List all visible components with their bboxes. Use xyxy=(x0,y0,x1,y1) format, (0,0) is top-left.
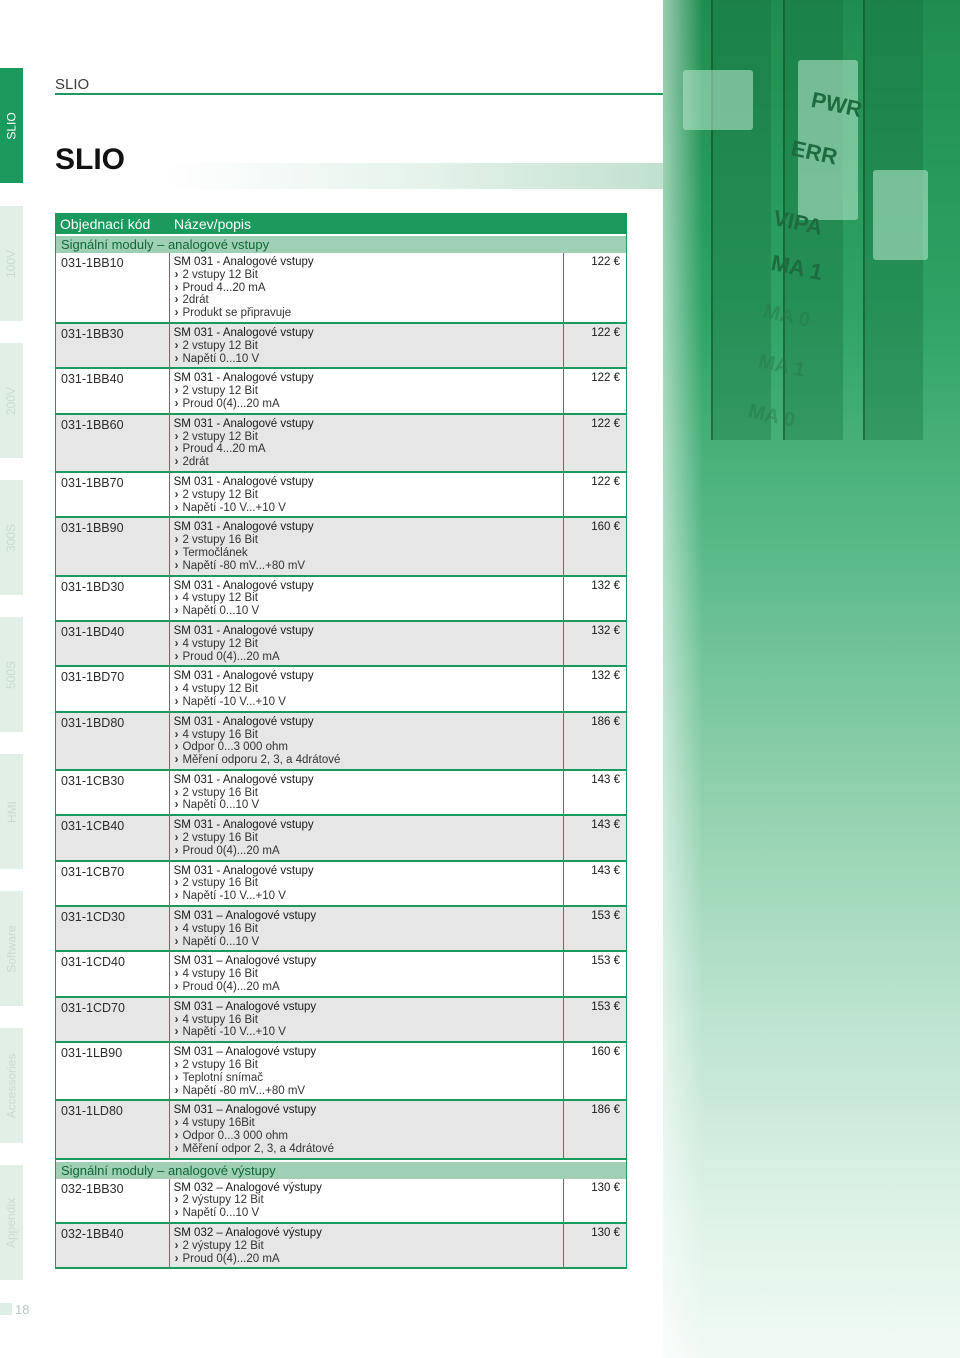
photo-label: PWR xyxy=(809,86,865,123)
product-description xyxy=(170,415,565,471)
product-description xyxy=(170,952,565,995)
product-name: SM 031 - Analogové vstupy xyxy=(173,819,314,832)
header-rule xyxy=(55,93,665,95)
photo-label: MA 1 xyxy=(769,249,825,286)
product-name: SM 031 - Analogové vstupy xyxy=(173,475,314,488)
page-title: SLIO xyxy=(55,143,126,176)
price: 186 € xyxy=(591,1104,620,1117)
order-code: 031-1BB40 xyxy=(56,369,170,412)
product-description xyxy=(170,1179,565,1222)
product-feature: › Proud 4...20 mA xyxy=(174,282,564,295)
side-tab-software[interactable] xyxy=(0,891,23,1006)
table-header xyxy=(55,213,627,234)
order-code: 031-1CB40 xyxy=(56,816,170,859)
product-description xyxy=(170,1043,565,1099)
product-name: SM 031 – Analogové vstupy xyxy=(173,1046,317,1059)
price: 132 € xyxy=(591,624,620,637)
price: 143 € xyxy=(591,773,620,786)
product-feature: › 4 vstupy 16 Bit xyxy=(174,729,564,742)
product-feature: › 2 vstupy 12 Bit xyxy=(174,489,564,502)
product-feature: › Napětí 0...10 V xyxy=(174,1207,564,1220)
product-feature: › Proud 0(4)...20 mA xyxy=(174,1253,564,1266)
product-description xyxy=(170,253,565,322)
order-code: 031-1CD40 xyxy=(56,952,170,995)
product-description xyxy=(170,577,565,620)
product-name: SM 031 - Analogové vstupy xyxy=(173,579,314,592)
breadcrumb: SLIO xyxy=(55,76,90,93)
product-feature: › Napětí 0...10 V xyxy=(174,936,564,949)
product-name: SM 031 - Analogové vstupy xyxy=(173,624,314,637)
order-code: 031-1BD30 xyxy=(56,577,170,620)
product-feature: › 2drát xyxy=(174,294,564,307)
product-feature: › Produkt se připravuje xyxy=(174,307,564,320)
product-feature: › Odpor 0...3 000 ohm xyxy=(174,741,564,754)
price: 122 € xyxy=(591,256,620,268)
table-row xyxy=(56,907,626,952)
product-feature: › Proud 0(4)...20 mA xyxy=(174,651,564,664)
product-feature: › Teplotní snímač xyxy=(174,1072,564,1085)
product-description xyxy=(170,667,565,710)
product-name: SM 031 - Analogové vstupy xyxy=(173,256,314,268)
order-code: 031-1BD70 xyxy=(56,667,170,710)
product-feature: › Měření odporu 2, 3, a 4drátové xyxy=(174,754,564,767)
order-table xyxy=(55,213,627,1269)
side-tab-appendix[interactable] xyxy=(0,1165,23,1280)
product-feature: › 4 vstupy 16 Bit xyxy=(174,923,564,936)
table-row xyxy=(56,253,626,324)
table-row xyxy=(56,369,626,414)
side-tab-label: 100V xyxy=(4,249,19,278)
photo-label-block xyxy=(873,170,928,260)
product-feature: › Napětí -10 V...+10 V xyxy=(174,890,564,903)
product-feature: › 2 vstupy 12 Bit xyxy=(174,269,564,282)
product-description xyxy=(170,518,565,574)
table-row xyxy=(56,998,626,1043)
product-feature: › 2 vstupy 16 Bit xyxy=(174,534,564,547)
order-code: 031-1CB70 xyxy=(56,862,170,905)
product-description xyxy=(170,713,565,769)
product-description xyxy=(170,324,565,367)
side-tab-hmi[interactable] xyxy=(0,754,23,869)
product-feature: › 2 vstupy 16 Bit xyxy=(174,787,564,800)
product-feature: › Napětí -10 V...+10 V xyxy=(174,1026,564,1039)
photo-label: MA 0 xyxy=(761,300,812,332)
product-name: SM 031 – Analogové vstupy xyxy=(173,955,317,968)
product-name: SM 031 - Analogové vstupy xyxy=(173,417,314,430)
price: 122 € xyxy=(591,417,620,430)
product-feature: › Termočlánek xyxy=(174,547,564,560)
side-tab-label: SLIO xyxy=(4,111,19,140)
product-description xyxy=(170,1101,565,1157)
order-code: 031-1BD80 xyxy=(56,713,170,769)
product-feature: › 2 výstupy 12 Bit xyxy=(174,1240,564,1253)
product-name: SM 032 – Analogové výstupy xyxy=(173,1227,322,1239)
side-tab-label: 200V xyxy=(4,386,19,415)
table-row xyxy=(56,1179,626,1224)
order-code: 031-1BB30 xyxy=(56,324,170,367)
side-tab-slio[interactable] xyxy=(0,68,23,183)
order-code: 031-1BB60 xyxy=(56,415,170,471)
order-code: 031-1BB70 xyxy=(56,473,170,516)
table-body xyxy=(55,234,627,1269)
product-photo xyxy=(663,0,960,1358)
table-row xyxy=(56,473,626,518)
photo-label: MA 1 xyxy=(756,350,807,382)
order-code: 031-1LB90 xyxy=(56,1043,170,1099)
product-name: SM 031 - Analogové vstupy xyxy=(173,670,314,683)
product-description xyxy=(170,771,565,814)
price: 122 € xyxy=(591,326,620,339)
table-row xyxy=(56,713,626,771)
section-header: Signální moduly – analogové výstupy xyxy=(56,1160,626,1179)
product-feature: › 2 vstupy 12 Bit xyxy=(174,431,564,444)
order-code: 031-1CD30 xyxy=(56,907,170,950)
product-description xyxy=(170,622,565,665)
product-feature: › Napětí -10 V...+10 V xyxy=(174,696,564,709)
product-description xyxy=(170,1224,565,1267)
product-feature: › 2 vstupy 16 Bit xyxy=(174,832,564,845)
product-feature: › Odpor 0...3 000 ohm xyxy=(174,1130,564,1143)
table-row xyxy=(56,1224,626,1269)
product-feature: › 2drát xyxy=(174,456,564,469)
product-feature: › Měření odpor 2, 3, a 4drátové xyxy=(174,1143,564,1156)
price: 160 € xyxy=(591,521,620,534)
product-feature: › 4 vstupy 16 Bit xyxy=(174,1014,564,1027)
header-name-description: Název/popis xyxy=(174,215,252,232)
product-description xyxy=(170,907,565,950)
product-name: SM 031 - Analogové vstupy xyxy=(173,372,314,385)
price: 132 € xyxy=(591,670,620,683)
side-tab-label: Appendix xyxy=(4,1197,19,1248)
price: 153 € xyxy=(591,910,620,923)
price: 143 € xyxy=(591,819,620,832)
side-tab-label: Software xyxy=(4,924,19,973)
photo-label: VIPA xyxy=(771,205,825,240)
table-row xyxy=(56,577,626,622)
price: 153 € xyxy=(591,1000,620,1013)
header-order-code: Objednací kód xyxy=(60,215,151,232)
product-feature: › Napětí 0...10 V xyxy=(174,353,564,366)
product-name: SM 031 - Analogové vstupy xyxy=(173,715,314,728)
order-code: 031-1LD80 xyxy=(56,1101,170,1157)
product-feature: › Proud 4...20 mA xyxy=(174,443,564,456)
table-row xyxy=(56,415,626,473)
photo-shade xyxy=(663,0,703,1358)
product-feature: › 4 vstupy 16 Bit xyxy=(174,968,564,981)
table-row xyxy=(56,518,626,576)
table-row xyxy=(56,771,626,816)
order-code: 031-1BD40 xyxy=(56,622,170,665)
order-code: 031-1CD70 xyxy=(56,998,170,1041)
product-description xyxy=(170,369,565,412)
product-feature: › Napětí 0...10 V xyxy=(174,605,564,618)
side-tab-300s[interactable] xyxy=(0,480,23,595)
product-feature: › Proud 0(4)...20 mA xyxy=(174,845,564,858)
product-description xyxy=(170,862,565,905)
order-code: 032-1BB40 xyxy=(56,1224,170,1267)
price: 122 € xyxy=(591,372,620,385)
price: 130 € xyxy=(591,1181,620,1194)
product-feature: › Napětí -80 mV...+80 mV xyxy=(174,1085,564,1098)
table-row xyxy=(56,862,626,907)
photo-label: MA 0 xyxy=(746,400,797,432)
page-number-marker xyxy=(0,1303,12,1315)
product-feature: › Napětí 0...10 V xyxy=(174,799,564,812)
price: 153 € xyxy=(591,955,620,968)
price: 160 € xyxy=(591,1046,620,1059)
table-row xyxy=(56,1043,626,1101)
product-name: SM 031 – Analogové vstupy xyxy=(173,910,317,923)
price: 186 € xyxy=(591,715,620,728)
side-tab-200v[interactable] xyxy=(0,343,23,458)
product-description xyxy=(170,473,565,516)
order-code: 031-1CB30 xyxy=(56,771,170,814)
product-name: SM 031 – Analogové vstupy xyxy=(173,1000,317,1013)
product-feature: › Napětí -80 mV...+80 mV xyxy=(174,560,564,573)
section-header: Signální moduly – analogové vstupy xyxy=(56,234,626,253)
table-row xyxy=(56,1101,626,1159)
price: 132 € xyxy=(591,579,620,592)
product-name: SM 031 - Analogové vstupy xyxy=(173,521,314,534)
table-row xyxy=(56,324,626,369)
price: 143 € xyxy=(591,864,620,877)
page-number: 18 xyxy=(15,1302,30,1317)
photo-label: ERR xyxy=(789,135,840,170)
table-row xyxy=(56,667,626,712)
product-name: SM 031 - Analogové vstupy xyxy=(173,864,314,877)
product-feature: › 2 vstupy 16 Bit xyxy=(174,877,564,890)
product-feature: › 4 vstupy 12 Bit xyxy=(174,683,564,696)
side-tab-label: 300S xyxy=(4,523,19,552)
product-feature: › 2 vstupy 12 Bit xyxy=(174,340,564,353)
product-feature: › 4 vstupy 12 Bit xyxy=(174,592,564,605)
product-description xyxy=(170,816,565,859)
product-feature: › Napětí -10 V...+10 V xyxy=(174,502,564,515)
side-tab-accessories[interactable] xyxy=(0,1028,23,1143)
side-tab-500s[interactable] xyxy=(0,617,23,732)
order-code: 031-1BB10 xyxy=(56,253,170,322)
product-feature: › 2 vstupy 12 Bit xyxy=(174,385,564,398)
product-feature: › 4 vstupy 16Bit xyxy=(174,1117,564,1130)
table-row xyxy=(56,622,626,667)
order-code: 032-1BB30 xyxy=(56,1179,170,1222)
product-name: SM 031 - Analogové vstupy xyxy=(173,326,314,339)
product-name: SM 032 – Analogové výstupy xyxy=(173,1181,322,1194)
product-name: SM 031 - Analogové vstupy xyxy=(173,773,314,786)
product-feature: › Proud 0(4)...20 mA xyxy=(174,981,564,994)
price: 130 € xyxy=(591,1227,620,1239)
table-row xyxy=(56,952,626,997)
product-description xyxy=(170,998,565,1041)
side-tab-label: 500S xyxy=(4,660,19,689)
price: 122 € xyxy=(591,475,620,488)
side-tab-label: Accessories xyxy=(4,1053,19,1118)
table-row xyxy=(56,816,626,861)
order-code: 031-1BB90 xyxy=(56,518,170,574)
product-name: SM 031 – Analogové vstupy xyxy=(173,1104,317,1117)
product-feature: › 2 vstupy 16 Bit xyxy=(174,1059,564,1072)
side-tab-label: HMI xyxy=(4,800,19,823)
side-tab-100v[interactable] xyxy=(0,206,23,321)
product-feature: › Proud 0(4)...20 mA xyxy=(174,398,564,411)
product-feature: › 4 vstupy 12 Bit xyxy=(174,638,564,651)
photo-label-block xyxy=(683,70,753,130)
product-feature: › 2 výstupy 12 Bit xyxy=(174,1194,564,1207)
